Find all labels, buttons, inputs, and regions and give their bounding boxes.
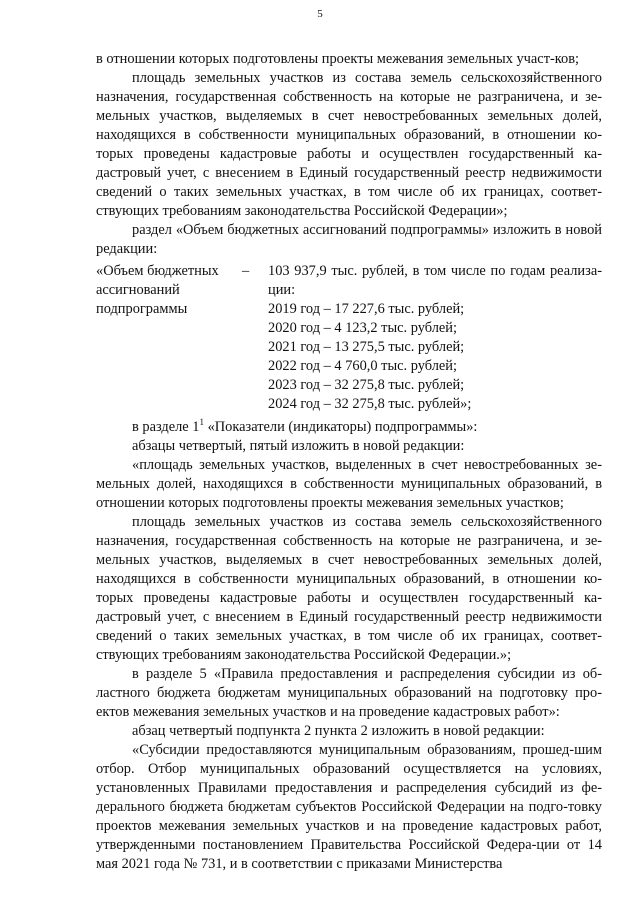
budget-label-line: ассигнований (96, 282, 180, 298)
paragraph-subpoint: абзац четвертый подпункта 2 пункта 2 изложить в новой редакции: (132, 723, 545, 739)
document-body (96, 50, 602, 874)
section1-prefix: в разделе 1 (132, 419, 200, 435)
paragraph-section-5: в разделе 5 «Правила предоставления и распределения субсидии из об-ластного бюджета бюджетам муниципальных образований на подготовку про-ектов межевания земельных участков и на проведение кадастровых работ»: (96, 666, 602, 720)
paragraph-land-area-agricultural: площадь земельных участков из состава земель сельскохозяйственного назначения, государственная собственность на которые не разграничена, и зе-мельных участков, выделяемых в счет невостребованных земельных долей, находящихся в собственности муниципальных образований, в отношении ко-торых проведены кадастровые работы и осуществлен государственный ка-дастровый учет, с внесением в Единый государственный реестр недвижимости сведений о таких земельных участках, в том числе об их границах, соответ-ствующих требованиям законодательства Российской Федерации.»; (96, 514, 602, 663)
page-number: 5 (317, 8, 323, 20)
budget-year-2020: 2020 год – 4 123,2 тыс. рублей; (268, 320, 457, 336)
budget-year-2024: 2024 год – 32 275,8 тыс. рублей»; (268, 396, 472, 412)
budget-year-2021: 2021 год – 13 275,5 тыс. рублей; (268, 339, 465, 355)
paragraph-land-area: площадь земельных участков из состава земель сельскохозяйственного назначения, государственная собственность на которые не разграничена, и зе-мельных участков, выделяемых в счет невостребованных земельных долей, находящихся в собственности муниципальных образований, в отношении ко-торых проведены кадастровые работы и осуществлен государственный ка-дастровый учет, с внесением в Единый государственный реестр недвижимости сведений о таких земельных участках, в том числе об их границах, соответ-ствующих требованиям законодательства Российской Федерации»; (96, 70, 602, 219)
paragraph-subsidies: «Субсидии предоставляются муниципальным образованиям, прошед-шим отбор. Отбор муниципальных образований осуществляется на условиях, установленных Правилами предоставления и распределения субсидий из фе-дерального бюджета бюджетам субъектов Российской Федерации на подго-товку проектов межевания земельных участков и на проведение кадастровых работ, утвержденными постановлением Правительства Российской Федера-ции от 14 мая 2021 года № 731, и в соответствии с приказами Министерства (96, 742, 602, 872)
paragraph-section-1 (96, 418, 602, 437)
paragraph-quoted-land-area: «площадь земельных участков, выделенных в счет невостребованных зе-мельных долей, находящихся в собственности муниципальных образований, в отношении которых подготовлены проекты межевания земельных участков; (96, 457, 602, 511)
budget-year-2019: 2019 год – 17 227,6 тыс. рублей; (268, 301, 465, 317)
budget-values (268, 262, 602, 414)
paragraph-continuation: в отношении которых подготовлены проекты межевания земельных участ-ков; (96, 51, 580, 67)
paragraph-abzacy: абзацы четвертый, пятый изложить в новой редакции: (132, 438, 465, 454)
budget-allocation-block (96, 262, 602, 414)
budget-label (96, 262, 242, 414)
budget-year-2022: 2022 год – 4 760,0 тыс. рублей; (268, 358, 457, 374)
section1-superscript: 1 (199, 417, 204, 428)
budget-label-line: подпрограммы (96, 301, 188, 317)
budget-label-line: «Объем бюджетных (96, 263, 219, 279)
paragraph-budget-section-intro: раздел «Объем бюджетных ассигнований подпрограммы» изложить в новой редакции: (96, 222, 602, 257)
section1-suffix: «Показатели (индикаторы) подпрограммы»: (203, 419, 478, 435)
budget-year-2023: 2023 год – 32 275,8 тыс. рублей; (268, 377, 465, 393)
budget-total: 103 937,9 тыс. рублей, в том числе по годам реализа-ции: (268, 263, 602, 298)
budget-dash: – (242, 263, 250, 279)
